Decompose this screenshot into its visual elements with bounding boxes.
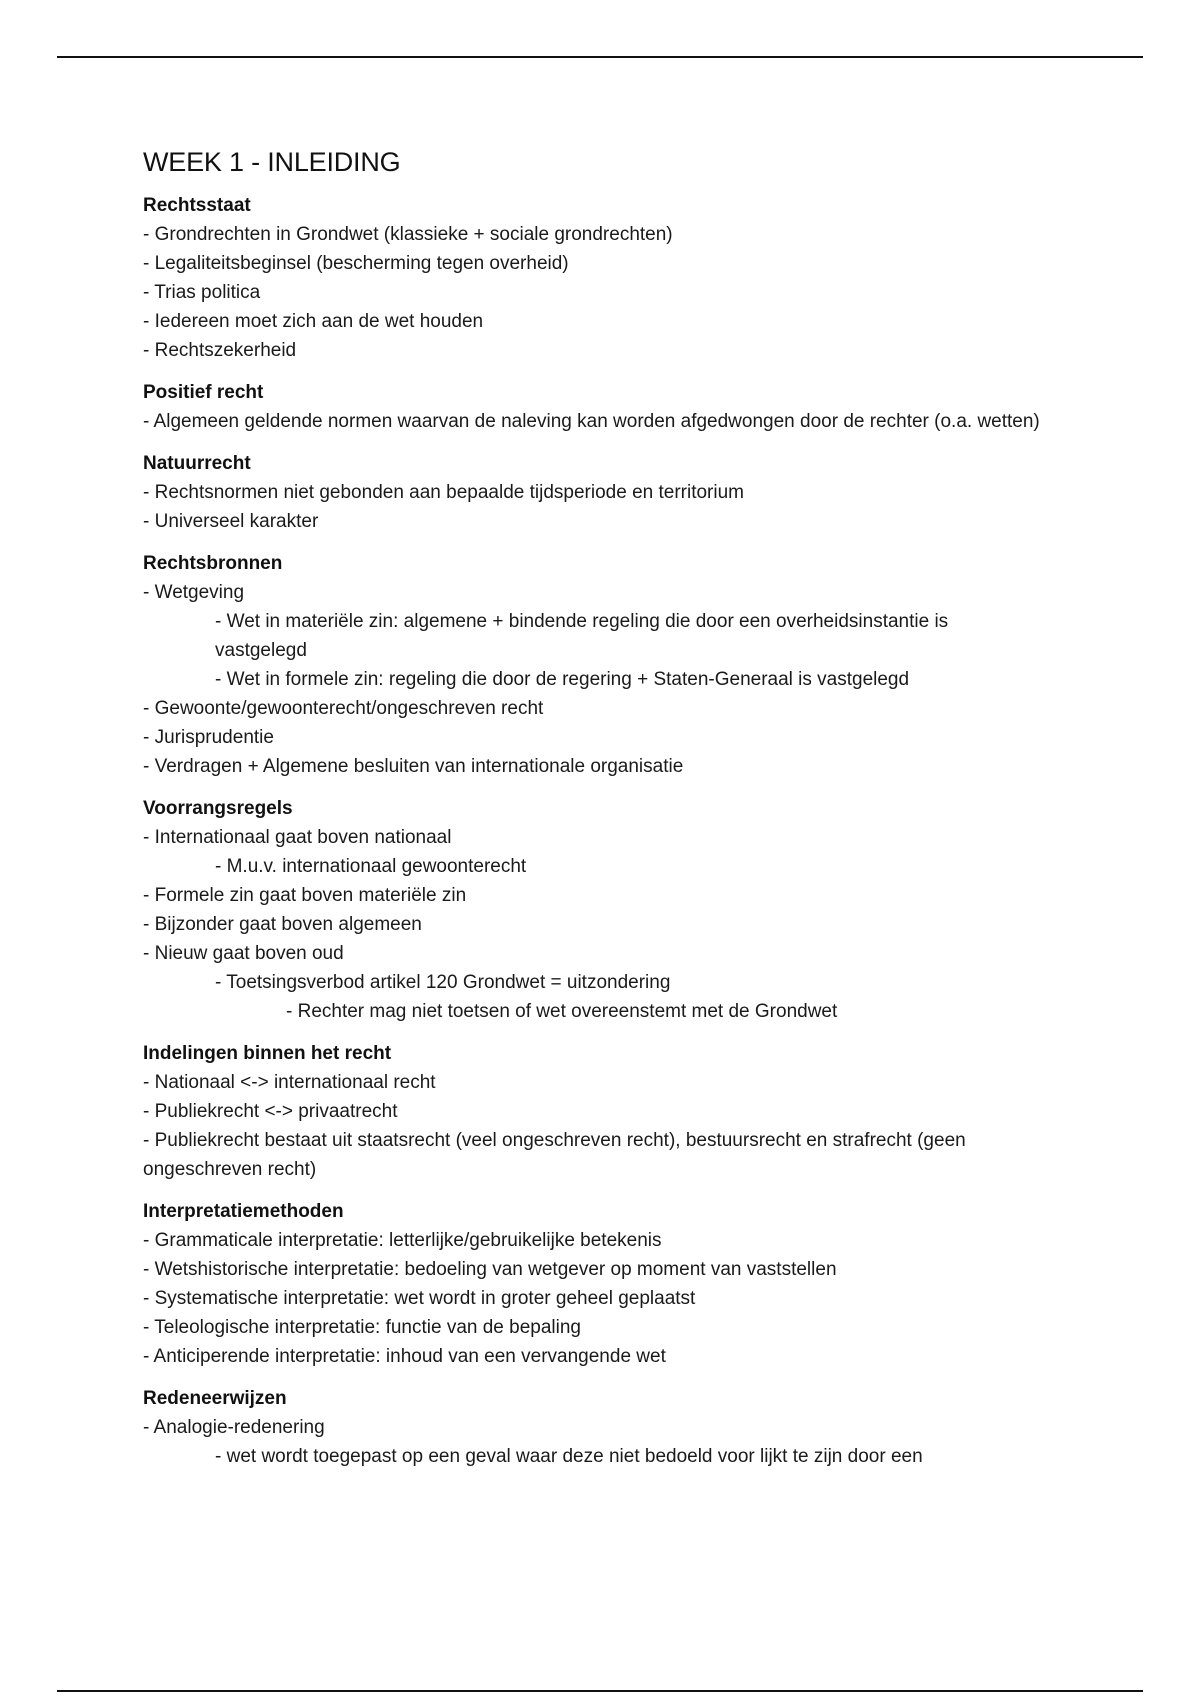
sub-list-item: - Toetsingsverbod artikel 120 Grondwet = uitzondering bbox=[215, 972, 671, 993]
section-heading: Interpretatiemethoden bbox=[143, 1201, 344, 1222]
section-heading: Voorrangsregels bbox=[143, 798, 293, 819]
sub-list-item: - M.u.v. internationaal gewoonterecht bbox=[215, 856, 527, 877]
list-item: - Universeel karakter bbox=[143, 511, 319, 532]
footer-rule bbox=[57, 1690, 1143, 1692]
list-item: - Bijzonder gaat boven algemeen bbox=[143, 914, 422, 935]
list-item: - Anticiperende interpretatie: inhoud van een vervangende wet bbox=[143, 1346, 666, 1367]
list-item: - Trias politica bbox=[143, 282, 261, 303]
sub-list-item: - Wet in materiële zin: algemene + bindende regeling die door een overheidsinstantie is vastgelegd bbox=[215, 611, 949, 661]
list-item: - Nieuw gaat boven oud bbox=[143, 943, 344, 964]
list-item: - Publiekrecht bestaat uit staatsrecht (veel ongeschreven recht), bestuursrecht en strafrecht (geen ongeschreven recht) bbox=[143, 1130, 966, 1180]
list-item: - Rechtsnormen niet gebonden aan bepaalde tijdsperiode en territorium bbox=[143, 482, 744, 503]
section-heading: Natuurrecht bbox=[143, 453, 251, 474]
list-item: - Jurisprudentie bbox=[143, 727, 274, 748]
list-item: - Internationaal gaat boven nationaal bbox=[143, 827, 452, 848]
sub-list-item: - wet wordt toegepast op een geval waar deze niet bedoeld voor lijkt te zijn door een bbox=[215, 1446, 923, 1467]
list-item: - Grammaticale interpretatie: letterlijke/gebruikelijke betekenis bbox=[143, 1230, 662, 1251]
list-item: - Wetgeving bbox=[143, 582, 245, 603]
section-natuurrecht bbox=[143, 449, 1043, 536]
section-heading: Positief recht bbox=[143, 382, 264, 403]
list-item: - Gewoonte/gewoonterecht/ongeschreven recht bbox=[143, 698, 544, 719]
list-item: - Teleologische interpretatie: functie van de bepaling bbox=[143, 1317, 581, 1338]
sub-sub-list-item: - Rechter mag niet toetsen of wet overeenstemt met de Grondwet bbox=[286, 1001, 838, 1022]
list-item: - Systematische interpretatie: wet wordt in groter geheel geplaatst bbox=[143, 1288, 696, 1309]
section-rechtsstaat bbox=[143, 191, 1043, 365]
list-item: - Iedereen moet zich aan de wet houden bbox=[143, 311, 484, 332]
list-item: - Analogie-redenering bbox=[143, 1417, 325, 1438]
list-item: - Algemeen geldende normen waarvan de naleving kan worden afgedwongen door de rechter (o.a. wetten) bbox=[143, 411, 1040, 432]
list-item: - Verdragen + Algemene besluiten van internationale organisatie bbox=[143, 756, 684, 777]
list-item: - Legaliteitsbeginsel (bescherming tegen overheid) bbox=[143, 253, 569, 274]
section-redeneerwijzen bbox=[143, 1384, 1043, 1471]
list-item: - Publiekrecht <-> privaatrecht bbox=[143, 1101, 398, 1122]
section-heading: Rechtsbronnen bbox=[143, 553, 283, 574]
section-voorrangsregels bbox=[143, 794, 1043, 1026]
list-item: - Nationaal <-> internationaal recht bbox=[143, 1072, 436, 1093]
section-positief-recht bbox=[143, 378, 1043, 436]
section-heading: Redeneerwijzen bbox=[143, 1388, 287, 1409]
page-title: WEEK 1 - INLEIDING bbox=[143, 147, 401, 177]
document-body bbox=[143, 145, 1043, 1484]
list-item: - Rechtszekerheid bbox=[143, 340, 297, 361]
list-item: - Grondrechten in Grondwet (klassieke + sociale grondrechten) bbox=[143, 224, 673, 245]
header-rule bbox=[57, 56, 1143, 58]
sub-list-item: - Wet in formele zin: regeling die door de regering + Staten-Generaal is vastgelegd bbox=[215, 669, 910, 690]
section-interpretatiemethoden bbox=[143, 1197, 1043, 1371]
section-indelingen bbox=[143, 1039, 1043, 1184]
section-heading: Rechtsstaat bbox=[143, 195, 251, 216]
list-item: - Wetshistorische interpretatie: bedoeling van wetgever op moment van vaststellen bbox=[143, 1259, 837, 1280]
section-heading: Indelingen binnen het recht bbox=[143, 1043, 392, 1064]
section-rechtsbronnen bbox=[143, 549, 1043, 781]
list-item: - Formele zin gaat boven materiële zin bbox=[143, 885, 467, 906]
